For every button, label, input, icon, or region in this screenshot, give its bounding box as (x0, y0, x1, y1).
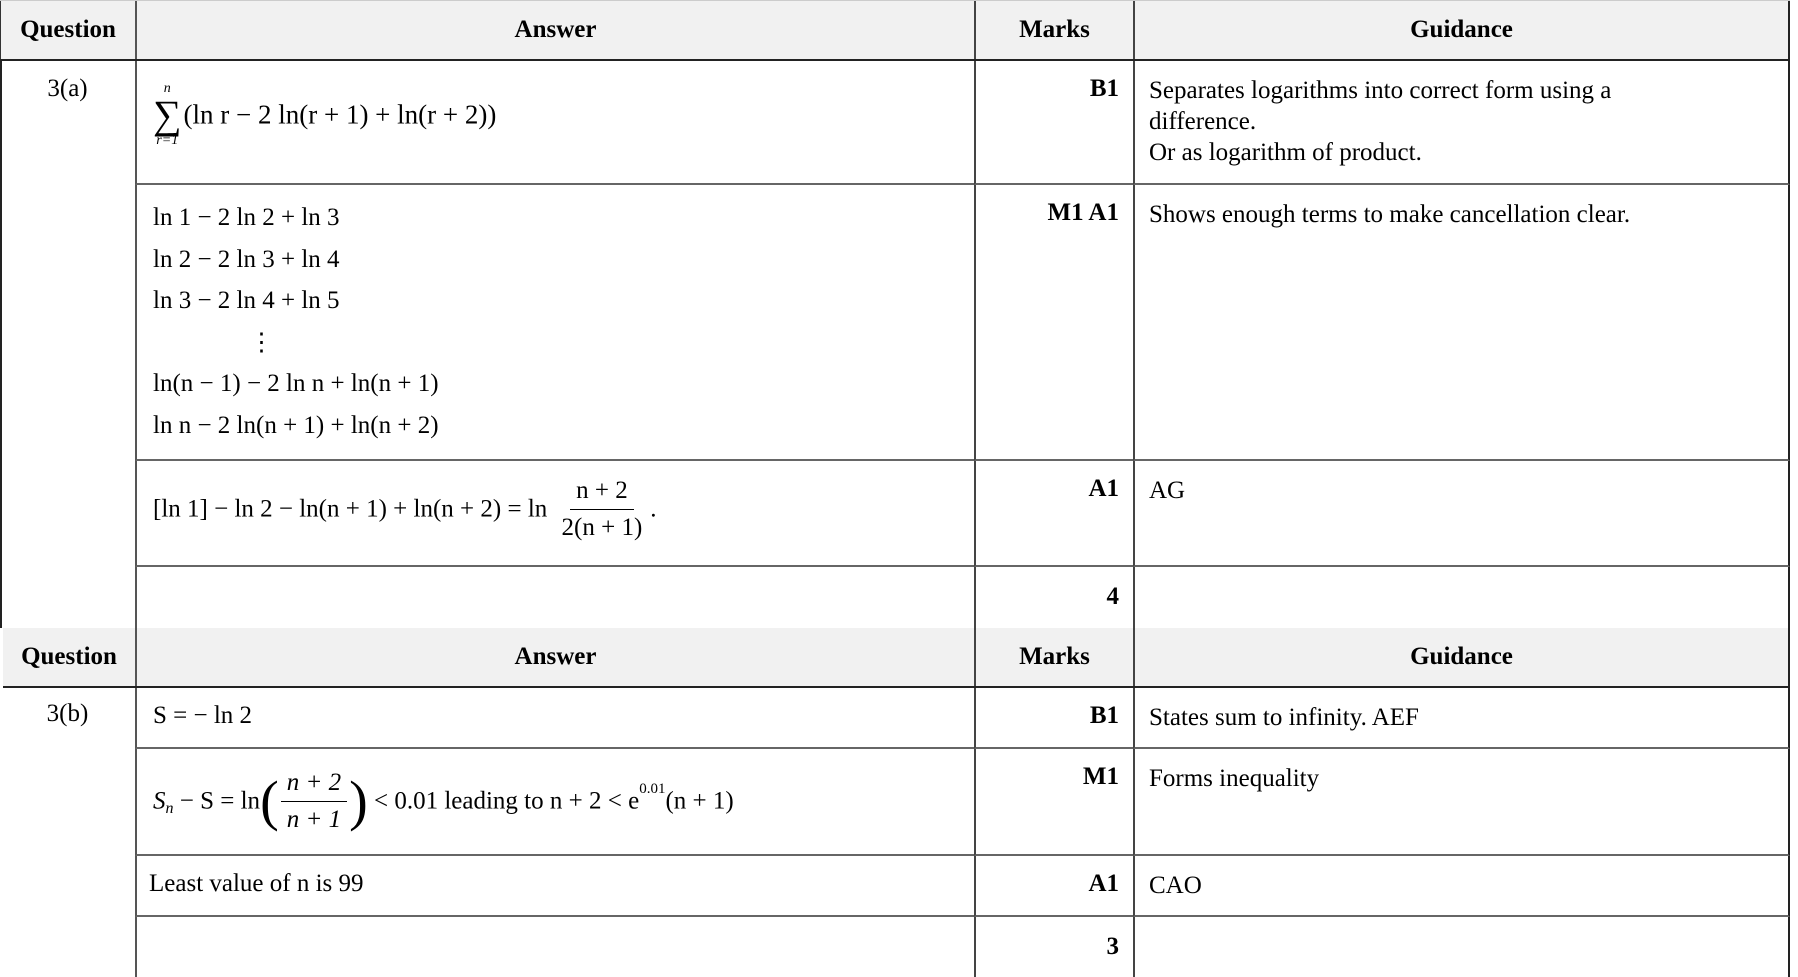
telescoping-line: ln 1 − 2 ln 2 + ln 3 (153, 204, 340, 231)
header-guidance: Guidance (1133, 1, 1790, 59)
total-row (0, 917, 1790, 977)
header-answer: Answer (135, 1, 974, 59)
marks-cell: B1 (974, 688, 1133, 749)
header-guidance: Guidance (1133, 628, 1790, 686)
guidance-cell (1133, 917, 1790, 977)
header-answer: Answer (135, 628, 974, 686)
telescoping-line: ln n − 2 ln(n + 1) + ln(n + 2) (153, 411, 439, 439)
guidance-cell: Separates logarithms into correct form using a difference. Or as logarithm of product. (1133, 61, 1790, 185)
header-question: Question (0, 1, 135, 59)
answer-cell (135, 61, 974, 185)
answer-cell: S = − ln 2 (135, 688, 974, 749)
total-marks: 4 (974, 567, 1133, 628)
question-label: 3(a) (47, 75, 88, 102)
telescoping-line: ln 2 − 2 ln 3 + ln 4 (153, 245, 340, 273)
guidance-cell: Shows enough terms to make cancellation clear. (1133, 185, 1790, 461)
answer-cell (135, 917, 974, 977)
total-row (0, 567, 1790, 628)
table-row (0, 856, 1790, 917)
header-marks: Marks (974, 1, 1133, 59)
table-header (3, 628, 1790, 688)
marks-cell: B1 (974, 61, 1133, 185)
table-row (0, 749, 1790, 856)
guidance-cell: CAO (1133, 856, 1790, 917)
answer-cell (135, 185, 974, 461)
table-row (0, 688, 1790, 749)
question-label: 3(b) (46, 700, 89, 727)
guidance-cell: States sum to infinity. AEF (1133, 688, 1790, 749)
answer-cell: Least value of n is 99 (135, 856, 974, 917)
guidance-cell (1133, 567, 1790, 628)
total-marks: 3 (974, 917, 1133, 977)
sum-expression: (ln r − 2 ln(r + 1) + ln(r + 2)) (183, 99, 497, 130)
fraction: $\frac{n + 2}{n + 1}$ (281, 767, 347, 836)
table-row (0, 61, 1790, 185)
vertical-ellipsis: ⋮ (249, 328, 274, 356)
table-row (0, 461, 1790, 567)
header-marks: Marks (974, 628, 1133, 686)
answer-cell: $S_n - S = \ln$( $\frac{n + 2}{n + 1}$ ) < 0.01 leading to $n + 2 < e^{0.01}(n + 1)$ (135, 749, 974, 856)
table-header (0, 0, 1790, 61)
marks-cell: A1 (974, 461, 1133, 567)
answer-cell: [ln 1] − ln 2 − ln(n + 1) + ln(n + 2) = ln $\frac{n + 2}{2(n + 1)}$ . (135, 461, 974, 567)
marks-cell: M1 (974, 749, 1133, 856)
guidance-cell: Forms inequality (1133, 749, 1790, 856)
telescoping-line: ln(n − 1) − 2 ln n + ln(n + 1) (153, 370, 439, 397)
sigma-symbol: n ∑ r=1 (153, 81, 182, 148)
guidance-cell: AG (1133, 461, 1790, 567)
telescoping-line: ln 3 − 2 ln 4 + ln 5 (153, 287, 340, 314)
fraction: $\frac{n + 2}{2(n + 1)}$ (561, 477, 643, 541)
header-question: Question (21, 643, 117, 670)
marks-cell: A1 (974, 856, 1133, 917)
answer-cell (135, 567, 974, 628)
table-row (0, 185, 1790, 461)
marks-cell: M1 A1 (974, 185, 1133, 461)
